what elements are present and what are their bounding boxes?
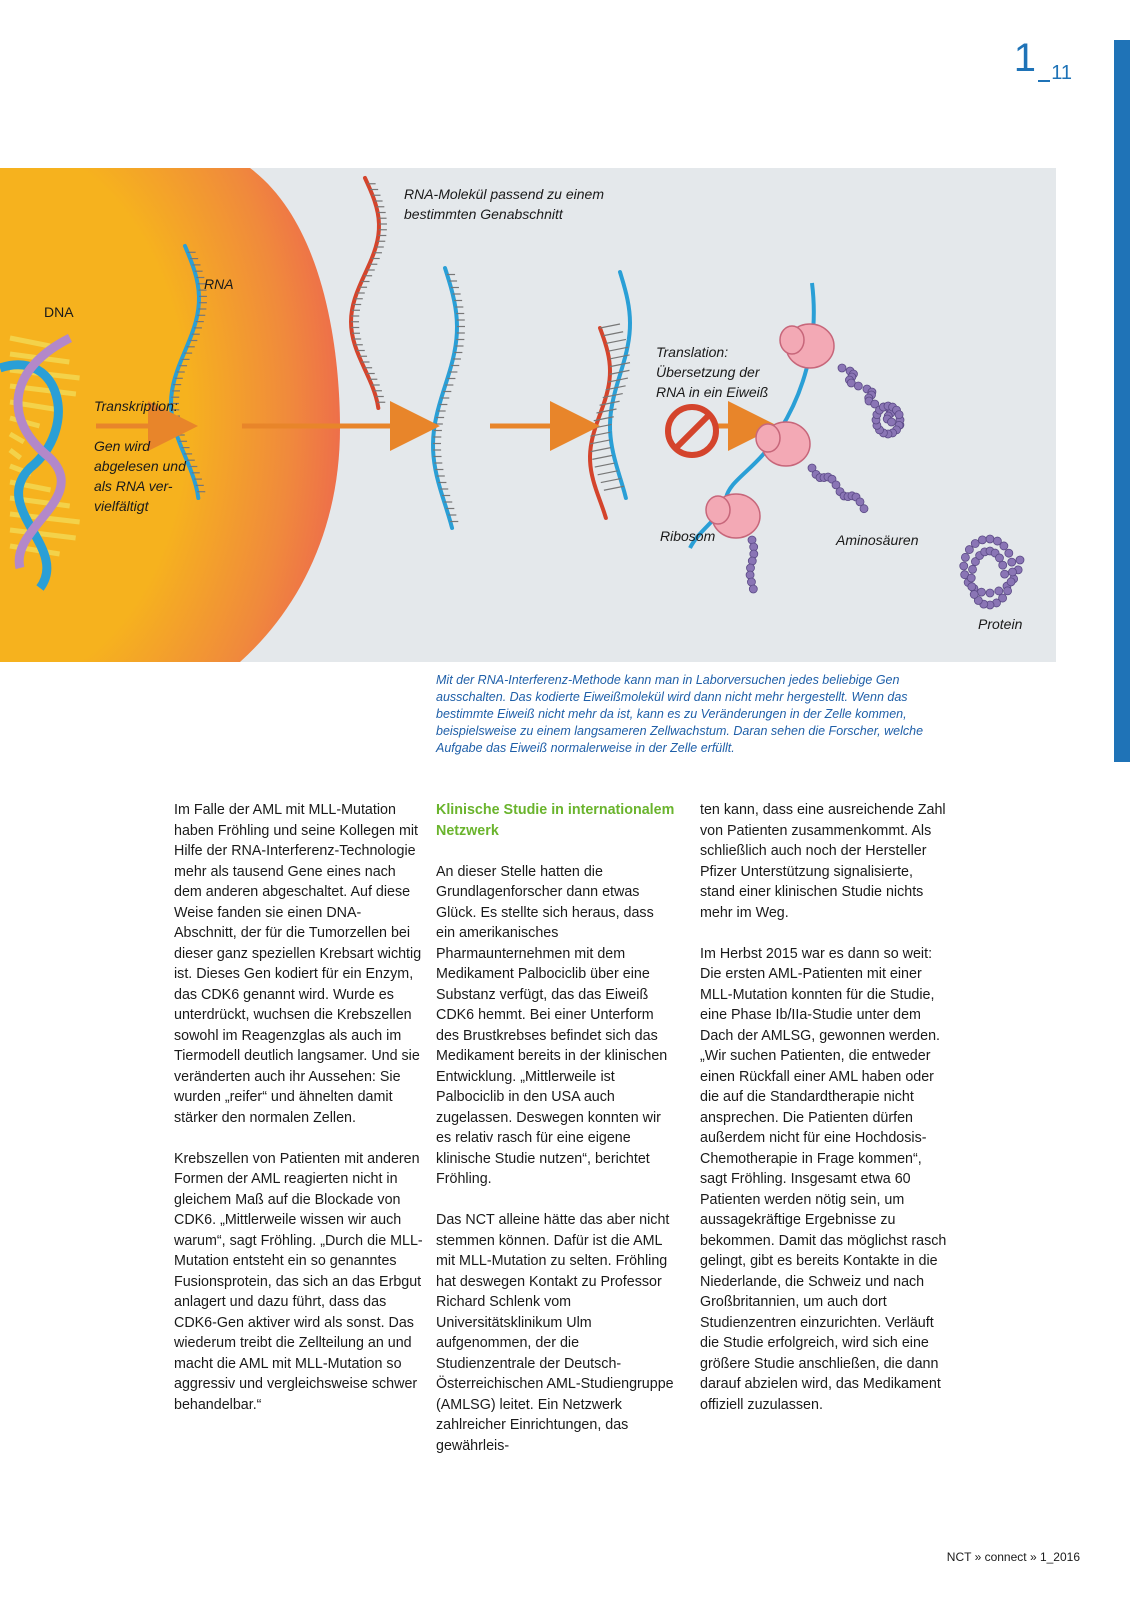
label-ribosome: Ribosom bbox=[660, 528, 716, 544]
label-dna: DNA bbox=[44, 304, 74, 320]
chapter-number: 1 bbox=[1013, 36, 1036, 80]
paragraph: Im Falle der AML mit MLL-Mutation haben Fröhling und seine Kollegen mit Hilfe der RNA-Interferenz-Technologie mehr als tausend Gene eines nach dem anderen abgeschaltet. Auf diese Weise fanden sie einen DNA-Abschnitt, der für die Tumorzellen bei dieser ganz speziellen Krebsart wichtig ist. Dieses Gen kodiert für ein Enzym, das CDK6 genannt wird. Wurde es unterdrückt, wuchsen die Krebszellen sowohl im Reagenzglas als auch im Tiermodell deutlich langsamer. Und sie veränderten auch ihr Aussehen: Sie wurden „reifer“ und ähnelten damit stärker den normalen Zellen. bbox=[174, 802, 422, 1126]
paragraph: Krebszellen von Patienten mit anderen Formen der AML reagierten nicht in gleichem Maß auf die Blockade von CDK6. „Mittlerweile wissen wir auch warum“, sagt Fröhling. „Durch die MLL-Mutation entsteht ein so genanntes Fusionsprotein, das sich an das Erbgut anlagert und dazu führt, dass das CDK6-Gen aktiver wird als sonst. Das wiederum treibt die Zellteilung an und macht die AML mit MLL-Mutation so aggressiv und vergleichsweise schwer behandelbar.“ bbox=[174, 1150, 423, 1413]
paragraph: ten kann, dass eine ausreichende Zahl von Patienten zusammenkommt. Als schließlich auch noch der Hersteller Pfizer Unterstützung signalisierte, stand einer klinischen Studie nichts mehr im Weg. bbox=[700, 802, 946, 921]
page-footer: NCT » connect » 1_2016 bbox=[946, 1550, 1080, 1564]
label-protein: Protein bbox=[978, 616, 1023, 632]
paragraph: An dieser Stelle hatten die Grundlagenforscher dann etwas Glück. Es stellte sich heraus, dass ein amerikanisches Pharmaunternehmen mit dem Medikament Palbociclib über eine Substanz verfügt, das das Eiweiß CDK6 hemmt. Bei einer Unterform des Brustkrebses befindet sich das Medikament bereits in der klinischen Entwicklung. „Mittlerweile ist Palbociclib in den USA auch zugelassen. Deswegen konnten wir es relativ rasch für eine eigene klinische Studie nutzen“, berichtet Fröhling. bbox=[436, 863, 668, 1187]
article-column-1 bbox=[174, 800, 424, 1436]
page-number-separator bbox=[1038, 80, 1050, 82]
page-number-value: 11 bbox=[1051, 62, 1072, 84]
figure-caption: Mit der RNA-Interferenz-Methode kann man in Laborversuchen jedes beliebige Gen ausschalten. Das kodierte Eiweißmolekül wird dann nicht mehr hergestellt. Wenn das bestimmte Eiweiß nicht mehr da ist, kann es zu Veränderungen in der Zelle kommen, beispielsweise zu einem langsameren Zellwachstum. Daran sehen die Forscher, welche Aufgabe das Eiweiß normalerweise in der Zelle erfüllt. bbox=[436, 673, 924, 755]
label-transcription-text: Gen wird abgelesen und als RNA ver- vielfältigt bbox=[94, 438, 186, 514]
label-amino-acids: Aminosäuren bbox=[836, 532, 919, 548]
section-heading: Klinische Studie in internationalem Netzwerk bbox=[436, 802, 675, 839]
label-rna: RNA bbox=[204, 276, 234, 292]
article-column-2 bbox=[436, 800, 676, 1477]
paragraph: Im Herbst 2015 war es dann so weit: Die ersten AML-Patienten mit einer MLL-Mutation konnten für die Studie, eine Phase Ib/IIa-Studie unter dem Dach der AMLSG, gewonnen werden. „Wir suchen Patienten, die entweder einen Rückfall einer AML haben oder die auf die Standardtherapie nicht ansprechen. Die Patienten dürfen außerdem nicht für eine Hochdosis-Chemotherapie in Frage kommen“, sagt Fröhling. Insgesamt etwa 60 Patienten werden nötig sein, um aussagekräftige Ergebnisse zu bekommen. Damit das möglichst rasch gelingt, gibt es bereits Kontakte in die Niederlande, die Schweiz und nach Großbritannien, um auch dort Studienzentren einzurichten. Verläuft die Studie erfolgreich, wird sich eine größere Studie anschließen, die dann darauf abzielen wird, das Medikament offiziell zuzulassen. bbox=[700, 945, 947, 1413]
paragraph: Das NCT alleine hätte das aber nicht stemmen können. Dafür ist die AML mit MLL-Mutation zu selten. Fröhling hat deswegen Kontakt zu Professor Richard Schlenk vom Universitätsklinikum Ulm aufgenommen, der die Studienzentrale der Deutsch-Österreichischen AML-Studiengruppe (AMLSG) leitet. Ein Netzwerk zahlreicher Einrichtungen, das gewährleis- bbox=[436, 1212, 674, 1454]
rna-interference-figure bbox=[0, 168, 1056, 662]
label-transcription-title: Transkription: bbox=[94, 398, 178, 414]
label-rna-molecule: RNA-Molekül passend zu einem bestimmten Genabschnitt bbox=[404, 186, 604, 222]
side-accent-bar bbox=[1114, 40, 1130, 762]
label-translation: Translation: Übersetzung der RNA in ein Eiweiß bbox=[656, 344, 769, 400]
article-column-3 bbox=[700, 800, 950, 1436]
